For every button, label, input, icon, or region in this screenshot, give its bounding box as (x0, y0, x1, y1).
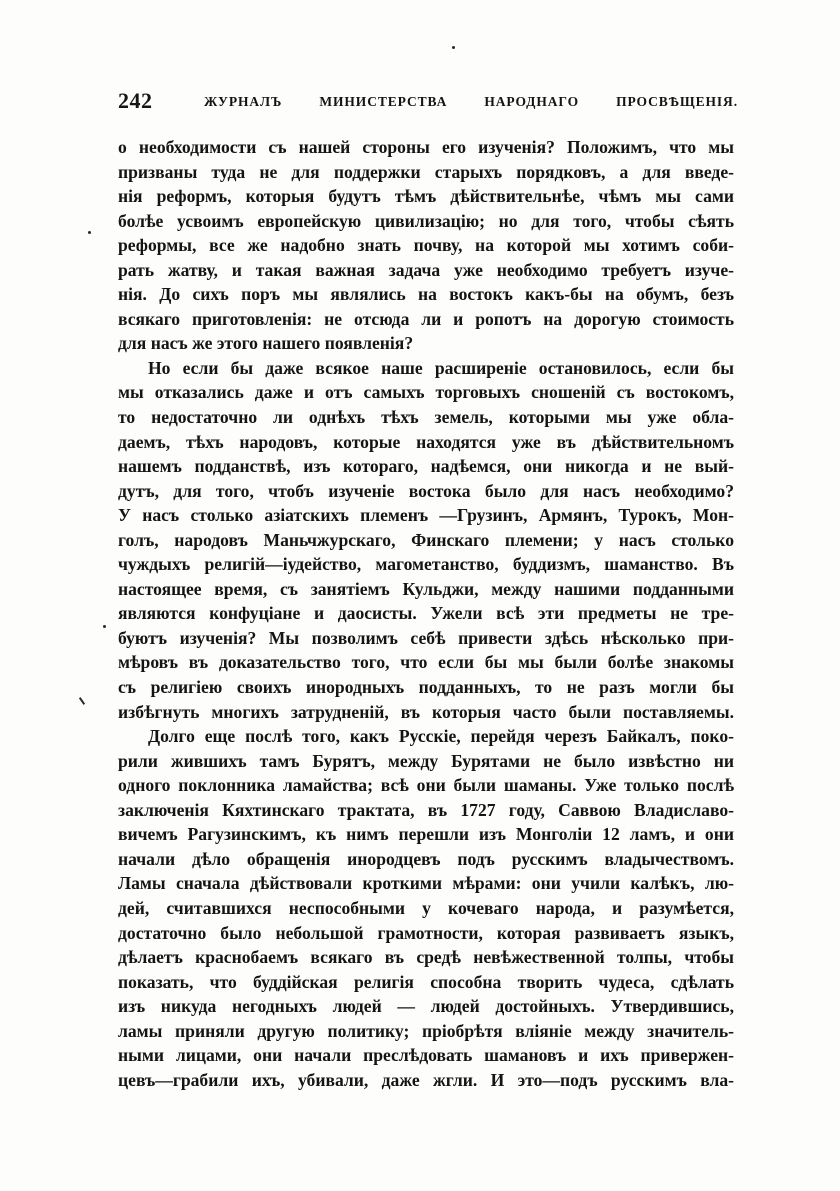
text-line: ными лицами, они начали преслѣдовать шамановъ и ихъ привержен- (118, 1045, 734, 1066)
text-line: являются конфуціане и даосисты. Ужели всѣ эти предметы не тре- (118, 603, 734, 624)
text-line: голъ, народовъ Маньчжурскаго, Финскаго племени; у насъ столько (118, 529, 734, 550)
text-line: нія реформъ, которыя будутъ тѣмъ дѣйствительнѣе, чѣмъ мы сами (118, 186, 734, 207)
text-line: болѣе усвоимъ европейскую цивилизацію; но для того, чтобы сѣять (118, 210, 734, 231)
text-line: начали дѣло обращенія инородцевъ подъ русскимъ владычествомъ. (118, 848, 734, 869)
print-speck (452, 46, 455, 49)
text-line: о необходимости съ нашей стороны его изученія? Положимъ, что мы (118, 137, 734, 157)
text-line: настоящее время, съ занятіемъ Кульджи, между нашими подданными (118, 578, 734, 599)
text-line: нія. До сихъ поръ мы являлись на востокъ какъ-бы на обумъ, безъ (118, 284, 734, 305)
text-line: чуждыхъ религій—іудейство, магометанство, буддизмъ, шаманство. Въ (118, 554, 734, 575)
page-header (118, 88, 738, 118)
text-line: У насъ столько азіатскихъ племенъ —Грузинъ, Армянъ, Турокъ, Мон- (118, 505, 734, 526)
text-line: вичемъ Рагузинскимъ, къ нимъ перешли изъ Монголіи 12 ламъ, и они (118, 824, 734, 845)
text-line: избѣгнуть многихъ затрудненій, въ которыя часто были поставляемы. (118, 701, 734, 722)
text-line: показать, что буддійская религія способна творить чудеса, сдѣлать (118, 971, 734, 992)
text-line: дѣлаетъ краснобаемъ всякаго въ средѣ невѣжественной толпы, чтобы (118, 947, 734, 968)
text-line: реформы, все же надобно знать почву, на которой мы хотимъ соби- (118, 235, 734, 256)
text-line: съ религіею своихъ инородныхъ подданныхъ, то не разъ могли бы (118, 677, 734, 698)
text-line: мы отказались даже и отъ самыхъ торговыхъ сношеній съ востокомъ, (118, 382, 734, 403)
text-line: для насъ же этого нашего появленія? (118, 333, 414, 354)
print-speck (79, 697, 85, 705)
text-line: достаточно было небольшой грамотности, которая развиваетъ языкъ, (118, 922, 734, 943)
print-speck (103, 625, 106, 628)
text-line: нашемъ подданствѣ, изъ котораго, надѣемся, они никогда и не вый- (118, 456, 734, 477)
text-line: мѣровъ въ доказательство того, что если бы мы были болѣе знакомы (118, 652, 734, 673)
print-speck (88, 231, 91, 234)
text-line: буютъ изученія? Мы позволимъ себѣ привести здѣсь нѣсколько при- (118, 627, 734, 648)
text-line: Долго еще послѣ того, какъ Русскіе, перейдя черезъ Байкалъ, поко- (148, 726, 734, 747)
text-line: Ламы сначала дѣйствовали кроткими мѣрами: они учили калѣкъ, лю- (118, 873, 734, 894)
text-line: изъ никуда негодныхъ людей — людей достойныхъ. Утвердившись, (118, 996, 734, 1017)
page-number: 242 (118, 88, 153, 113)
text-line: цевъ—грабили ихъ, убивали, даже жгли. И это—подъ русскимъ вла- (118, 1069, 734, 1090)
text-line: призваны туда не для поддержки старыхъ порядковъ, а для введе- (118, 161, 734, 182)
text-line: Но если бы даже всякое наше расширеніе остановилось, если бы (148, 357, 734, 378)
text-line: одного поклонника ламайства; всѣ они были шаманы. Уже только послѣ (118, 775, 734, 796)
text-line: заключенія Кяхтинскаго трактата, въ 1727 году, Саввою Владиславо- (118, 799, 734, 820)
text-line: рать жатву, и такая важная задача уже необходимо требуетъ изуче- (118, 259, 734, 280)
body-text (118, 135, 734, 1092)
running-head: ЖУРНАЛЪ МИНИСТЕРСТВА НАРОДНАГО ПРОСВѢЩЕНІЯ. (204, 94, 738, 109)
text-line: то недостаточно ли однѣхъ тѣхъ земель, которыми мы уже обла- (118, 407, 734, 428)
text-line: даемъ, тѣхъ народовъ, которые находятся уже въ дѣйствительномъ (118, 431, 734, 452)
text-line: всякаго приготовленія: не отсюда ли и ропотъ на дорогую стоимость (118, 308, 734, 329)
text-line: ламы приняли другую политику; пріобрѣтя вліяніе между значитель- (118, 1020, 734, 1041)
text-line: дей, считавшихся неспособными у кочеваго народа, и разумѣется, (118, 897, 734, 918)
text-line: рили жившихъ тамъ Бурятъ, между Бурятами не было извѣстно ни (118, 750, 734, 771)
text-line: дутъ, для того, чтобъ изученіе востока было для насъ необходимо? (118, 480, 734, 501)
